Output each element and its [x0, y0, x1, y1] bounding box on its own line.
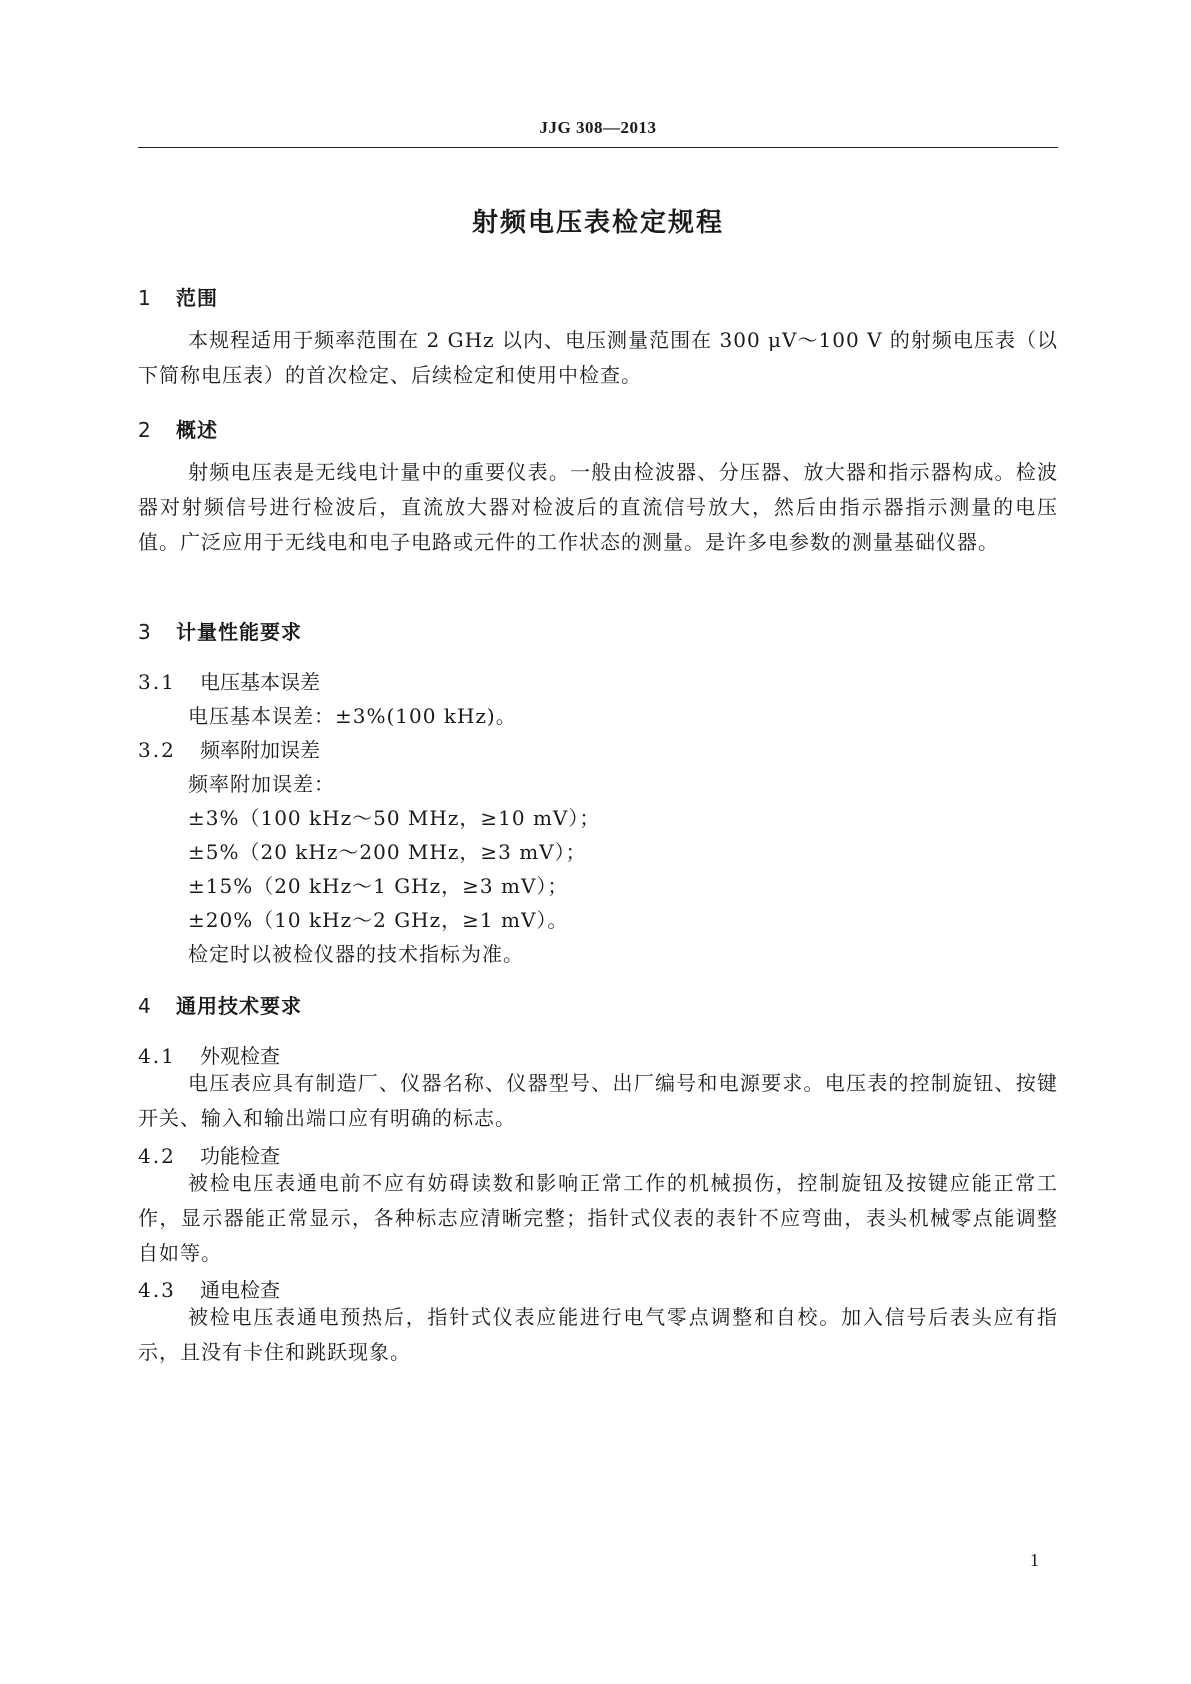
section-1-heading — [138, 282, 218, 311]
header-rule — [138, 147, 1058, 148]
section-2-heading — [138, 414, 218, 443]
list-item: 检定时以被检仪器的技术指标为准。 — [188, 942, 524, 966]
page-number: 1 — [1030, 1550, 1039, 1570]
subsection-4-3-heading — [138, 1274, 280, 1303]
subsection-3-1-text: 电压基本误差：±3%(100 kHz)。 — [188, 704, 517, 728]
section-number: 3 — [138, 620, 152, 644]
subsection-title: 功能检查 — [200, 1144, 280, 1168]
list-item: ±15%（20 kHz～1 GHz，≥3 mV）； — [188, 874, 569, 898]
subsection-4-3-paragraph: 被检电压表通电预热后，指针式仪表应能进行电气零点调整和自校。加入信号后表头应有指示，且没有卡住和跳跃现象。 — [138, 1305, 1058, 1364]
subsection-title: 电压基本误差 — [200, 670, 320, 694]
section-number: 4 — [138, 994, 152, 1018]
subsection-4-1-paragraph: 电压表应具有制造厂、仪器名称、仪器型号、出厂编号和电源要求。电压表的控制旋钮、按键开关、输入和输出端口应有明确的标志。 — [138, 1071, 1058, 1130]
document-code-header: JJG 308—2013 — [539, 118, 657, 137]
section-title: 概述 — [176, 418, 218, 442]
subsection-title: 通电检查 — [200, 1278, 280, 1302]
list-item: ±5%（20 kHz～200 MHz，≥3 mV）； — [188, 840, 587, 864]
subsection-4-2-paragraph: 被检电压表通电前不应有妨碍读数和影响正常工作的机械损伤，控制旋钮及按键应能正常工作，显示器能正常显示，各种标志应清晰完整；指针式仪表的表针不应弯曲，表头机械零点能调整自如等。 — [138, 1171, 1058, 1265]
section-number: 2 — [138, 418, 152, 442]
subsection-title: 外观检查 — [200, 1044, 280, 1068]
section-3-heading — [138, 616, 302, 645]
section-number: 1 — [138, 286, 152, 310]
list-item: 频率附加误差： — [188, 772, 335, 796]
list-item: ±20%（10 kHz～2 GHz，≥1 mV）。 — [188, 908, 569, 932]
subsection-number: 4.2 — [138, 1144, 176, 1168]
list-item: ±3%（100 kHz～50 MHz，≥10 mV）； — [188, 806, 601, 830]
section-title: 通用技术要求 — [176, 994, 302, 1018]
section-title: 范围 — [176, 286, 218, 310]
subsection-4-2-heading — [138, 1140, 280, 1169]
subsection-number: 3.1 — [138, 670, 176, 694]
subsection-3-2-heading — [138, 734, 320, 763]
section-title: 计量性能要求 — [176, 620, 302, 644]
subsection-3-1-heading — [138, 666, 320, 695]
subsection-number: 4.1 — [138, 1044, 176, 1068]
section-1-paragraph: 本规程适用于频率范围在 2 GHz 以内、电压测量范围在 300 μV～100 V 的射频电压表（以下简称电压表）的首次检定、后续检定和使用中检查。 — [138, 328, 1058, 387]
section-2-paragraph: 射频电压表是无线电计量中的重要仪表。一般由检波器、分压器、放大器和指示器构成。检波器对射频信号进行检波后，直流放大器对检波后的直流信号放大，然后由指示器指示测量的电压值。广泛应用于无线电和电子电路或元件的工作状态的测量。是许多电参数的测量基础仪器。 — [138, 460, 1058, 554]
subsection-number: 3.2 — [138, 738, 176, 762]
subsection-4-1-heading — [138, 1040, 280, 1069]
subsection-title: 频率附加误差 — [200, 738, 320, 762]
section-4-heading — [138, 990, 302, 1019]
subsection-number: 4.3 — [138, 1278, 176, 1302]
page-title: 射频电压表检定规程 — [471, 208, 724, 238]
